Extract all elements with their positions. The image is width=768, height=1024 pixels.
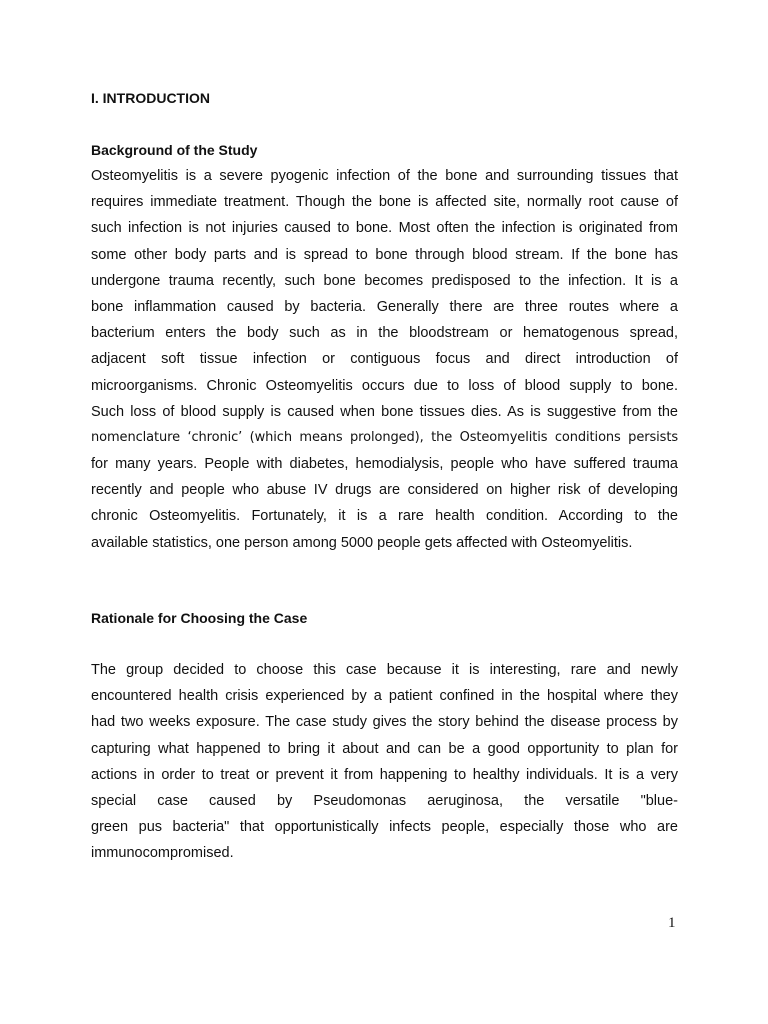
paragraph-line: microorganisms. Chronic Osteomyelitis occurs due to loss of blood supply to bone.	[91, 377, 678, 394]
rationale-paragraph	[91, 657, 678, 867]
paragraph-line: immunocompromised.	[91, 845, 234, 862]
paragraph-line: bone inflammation caused by bacteria. Generally there are three routes where a	[91, 298, 678, 315]
section-heading: I. INTRODUCTION	[91, 90, 210, 106]
paragraph-line: undergone trauma recently, such bone becomes predisposed to the infection. It is a	[91, 272, 678, 289]
rationale-heading: Rationale for Choosing the Case	[91, 610, 308, 626]
paragraph-line: chronic Osteomyelitis. Fortunately, it is a rare health condition. According to the	[91, 508, 678, 525]
paragraph-line: for many years. People with diabetes, hemodialysis, people who have suffered trauma	[91, 456, 678, 473]
paragraph-line: requires immediate treatment. Though the bone is affected site, normally root cause of	[91, 194, 678, 211]
paragraph-line: capturing what happened to bring it about and can be a good opportunity to plan for	[91, 740, 678, 757]
page-number: 1	[668, 915, 676, 931]
paragraph-line: had two weeks exposure. The case study gives the story behind the disease process by	[91, 714, 678, 731]
paragraph-line: The group decided to choose this case because it is interesting, rare and newly	[91, 662, 678, 678]
paragraph-line: special case caused by Pseudomonas aeruginosa, the versatile "blue-	[91, 792, 678, 809]
paragraph-line: encountered health crisis experienced by a patient confined in the hospital where they	[91, 688, 678, 705]
paragraph-line: such infection is not injuries caused to bone. Most often the infection is originated from	[91, 220, 678, 237]
background-heading: Background of the Study	[91, 142, 258, 158]
paragraph-line: Osteomyelitis is a severe pyogenic infection of the bone and surrounding tissues that	[91, 168, 678, 184]
paragraph-line: green pus bacteria" that opportunistically infects people, especially those who are	[91, 819, 678, 836]
paragraph-line: Such loss of blood supply is caused when bone tissues dies. As is suggestive from the	[91, 403, 678, 420]
paragraph-line: actions in order to treat or prevent it from happening to healthy individuals. It is a very	[91, 766, 678, 783]
paragraph-line: nomenclature ‘chronic’ (which means prolonged), the Osteomyelitis conditions persists	[91, 429, 678, 445]
paragraph-line: available statistics, one person among 5000 people gets affected with Osteomyelitis.	[91, 534, 633, 551]
paragraph-line: bacterium enters the body such as in the bloodstream or hematogenous spread,	[91, 325, 678, 342]
paragraph-line: adjacent soft tissue infection or contiguous focus and direct introduction of	[91, 351, 678, 368]
paragraph-line: recently and people who abuse IV drugs are considered on higher risk of developing	[91, 482, 678, 499]
background-paragraph	[91, 163, 678, 556]
paragraph-line: some other body parts and is spread to bone through blood stream. If the bone has	[91, 246, 678, 263]
